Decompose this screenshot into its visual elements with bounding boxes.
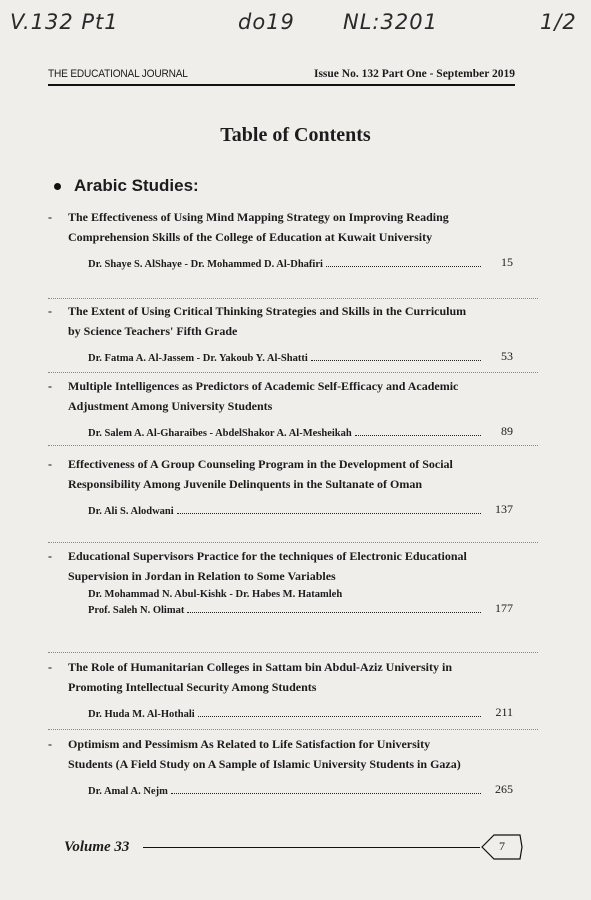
toc-entry[interactable] bbox=[48, 377, 513, 439]
dot-leader bbox=[171, 792, 481, 794]
entry-title[interactable]: Optimism and Pessimism As Related to Life Satisfaction for University Students (A Field Study on A Sample of Islamic University Students in Gaza) bbox=[68, 737, 461, 771]
entry-page: 137 bbox=[495, 502, 513, 516]
handwritten-note-volume: V.132 Pt1 bbox=[10, 10, 119, 34]
entry-page: 53 bbox=[501, 349, 513, 363]
entry-title[interactable]: Multiple Intelligences as Predictors of Academic Self-Efficacy and Academic Adjustment Among University Students bbox=[68, 379, 459, 413]
dot-leader bbox=[198, 715, 481, 717]
volume-label: Volume 33 bbox=[64, 838, 130, 855]
entry-dash: - bbox=[48, 304, 52, 318]
entry-page: 89 bbox=[501, 424, 513, 438]
separator bbox=[48, 445, 538, 446]
entry-authors: Prof. Saleh N. Olimat bbox=[88, 605, 185, 616]
entry-dash: - bbox=[48, 210, 52, 224]
entry-dash: - bbox=[48, 379, 52, 393]
issue-info: Issue No. 132 Part One - September 2019 bbox=[313, 68, 515, 80]
entry-dash: - bbox=[48, 737, 52, 751]
entry-page: 15 bbox=[501, 255, 513, 269]
entry-page: 265 bbox=[495, 782, 513, 796]
entry-dash: - bbox=[48, 549, 52, 563]
journal-name: THE EDUCATIONAL JOURNAL bbox=[48, 68, 188, 80]
section-heading-text: Arabic Studies: bbox=[74, 176, 199, 195]
page-number-badge bbox=[480, 833, 524, 861]
separator bbox=[48, 652, 538, 653]
entry-authors: Dr. Amal A. Nejm bbox=[88, 786, 168, 797]
page-footer bbox=[64, 833, 524, 861]
entry-dash: - bbox=[48, 660, 52, 674]
entry-authors: Dr. Salem A. Al-Gharaibes - AbdelShakor A. Al-Mesheikah bbox=[88, 428, 352, 439]
entry-authors: Dr. Huda M. Al-Hothali bbox=[88, 709, 195, 720]
toc-entry[interactable] bbox=[48, 658, 513, 720]
entry-title[interactable]: The Effectiveness of Using Mind Mapping Strategy on Improving Reading Comprehension Skills of the College of Education at Kuwait University bbox=[68, 210, 449, 244]
entry-authors: Dr. Ali S. Alodwani bbox=[88, 506, 174, 517]
handwritten-note-code: do19 bbox=[238, 10, 295, 34]
toc-entry[interactable] bbox=[48, 208, 513, 270]
dot-leader bbox=[177, 512, 481, 514]
toc-entry[interactable] bbox=[48, 455, 513, 517]
page-header bbox=[48, 68, 515, 86]
separator bbox=[48, 298, 538, 299]
entry-page: 177 bbox=[495, 601, 513, 615]
entry-authors: Dr. Shaye S. AlShaye - Dr. Mohammed D. Al-Dhafiri bbox=[88, 259, 323, 270]
entry-authors-line1: Dr. Mohammad N. Abul-Kishk - Dr. Habes M. Hatamleh bbox=[88, 589, 343, 600]
toc-entry[interactable] bbox=[48, 547, 513, 616]
entry-page: 211 bbox=[495, 705, 513, 719]
dot-leader bbox=[187, 611, 481, 613]
page-title: Table of Contents bbox=[220, 124, 371, 146]
entry-title[interactable]: The Extent of Using Critical Thinking Strategies and Skills in the Curriculum by Science Teachers' Fifth Grade bbox=[68, 304, 467, 338]
toc-entry[interactable] bbox=[48, 302, 513, 364]
entry-title[interactable]: Effectiveness of A Group Counseling Program in the Development of Social Responsibility Among Juvenile Delinquents in the Sultanate of Oman bbox=[68, 457, 453, 491]
dot-leader bbox=[326, 265, 481, 267]
entry-dash: - bbox=[48, 457, 52, 471]
entry-title[interactable]: The Role of Humanitarian Colleges in Sattam bin Abdul-Aziz University in Promoting Intellectual Security Among Students bbox=[68, 660, 453, 694]
entry-title[interactable]: Educational Supervisors Practice for the techniques of Electronic Educational Supervision in Jordan in Relation to Some Variables bbox=[68, 549, 467, 583]
page-number: 7 bbox=[499, 839, 505, 853]
bullet-icon bbox=[54, 183, 61, 190]
separator bbox=[48, 372, 538, 373]
entry-authors: Dr. Fatma A. Al-Jassem - Dr. Yakoub Y. Al-Shatti bbox=[88, 353, 308, 364]
dot-leader bbox=[355, 434, 481, 436]
separator bbox=[48, 729, 538, 730]
separator bbox=[48, 542, 538, 543]
toc-entry[interactable] bbox=[48, 735, 513, 797]
dot-leader bbox=[311, 359, 481, 361]
handwritten-note-fraction: 1/2 bbox=[540, 10, 577, 34]
section-heading bbox=[54, 176, 199, 196]
footer-rule bbox=[143, 847, 480, 848]
handwritten-note-nl: NL:3201 bbox=[343, 10, 438, 34]
